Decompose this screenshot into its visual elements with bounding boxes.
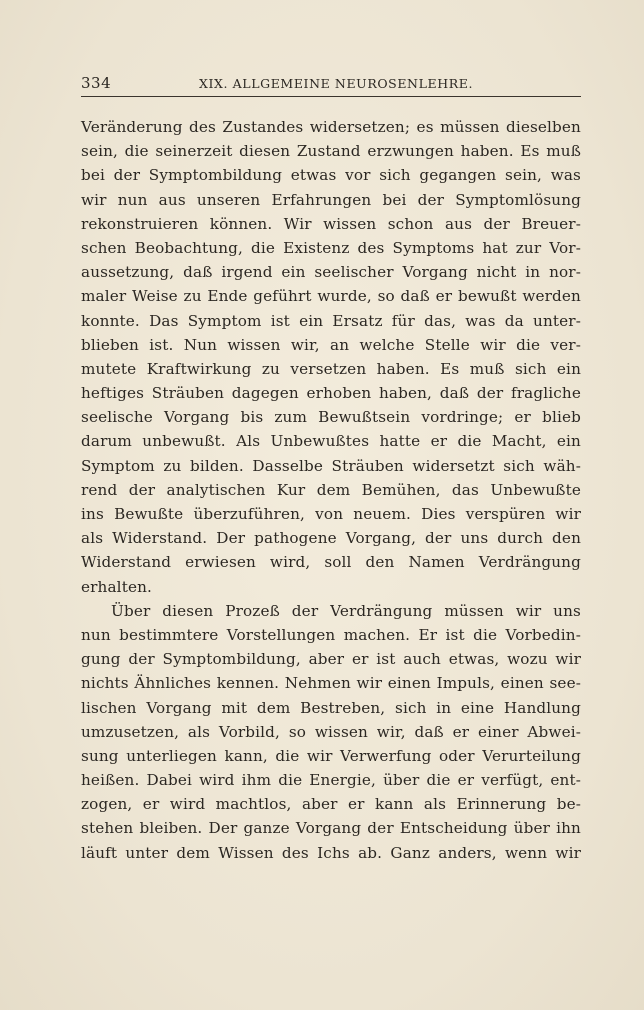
text-line: lischen Vorgang mit dem Bestreben, sich in eine Handlung [81,698,581,717]
text-line: seelische Vorgang bis zum Bewußtsein vordringe; er blieb [81,408,581,427]
text-line: nun bestimmtere Vorstellungen machen. Er ist die Vorbedin- [81,625,581,644]
text-line: blieben ist. Nun wissen wir, an welche Stelle wir die ver- [81,335,581,354]
text-line: sein, die seinerzeit diesen Zustand erzwungen haben. Es muß [81,142,581,161]
text-line: Widerstand erwiesen wird, soll den Namen Verdrängung [81,553,581,572]
text-line: aussetzung, daß irgend ein seelischer Vorgang nicht in nor- [81,263,581,282]
running-title: XIX. ALLGEMEINE NEUROSENLEHRE. [199,76,474,91]
text-line: schen Beobachtung, die Existenz des Symptoms hat zur Vor- [81,238,581,257]
text-line: Veränderung des Zustandes widersetzen; es müssen dieselben [81,118,581,136]
text-line: ins Bewußte überzuführen, von neuem. Dies verspüren wir [81,505,581,523]
page-header [81,74,580,96]
paragraph-end-line: erhalten. [81,577,152,596]
text-line: nichts Ähnliches kennen. Nehmen wir einen Impuls, einen see- [81,674,581,693]
body-text [81,115,581,865]
text-line: gung der Symptombildung, aber er ist auch etwas, wozu wir [81,650,581,669]
text-line: rekonstruieren können. Wir wissen schon aus der Breuer- [81,214,581,233]
text-line: rend der analytischen Kur dem Bemühen, das Unbewußte [81,480,581,499]
text-line: sung unterliegen kann, die wir Verwerfung oder Verurteilung [81,746,581,765]
paragraph-start-line: Über diesen Prozeß der Verdrängung müssen wir uns [111,601,581,620]
text-line: wir nun aus unseren Erfahrungen bei der Symptomlösung [81,190,581,209]
text-line: Symptom zu bilden. Dasselbe Sträuben widersetzt sich wäh- [81,456,581,475]
page-number: 334 [81,74,112,92]
text-line: stehen bleiben. Der ganze Vorgang der Entscheidung über ihn [81,819,581,838]
text-line: maler Weise zu Ende geführt wurde, so daß er bewußt werden [81,287,581,306]
header-rule [81,96,581,97]
text-line: mutete Kraftwirkung zu versetzen haben. Es muß sich ein [81,359,581,378]
text-line: heißen. Dabei wird ihm die Energie, über die er verfügt, ent- [81,771,581,790]
text-line: umzusetzen, als Vorbild, so wissen wir, daß er einer Abwei- [81,722,581,741]
text-line: zogen, er wird machtlos, aber er kann als Erinnerung be- [81,795,581,814]
text-line: heftiges Sträuben dagegen erhoben haben, daß der fragliche [81,384,581,403]
text-line: konnte. Das Symptom ist ein Ersatz für das, was da unter- [81,311,581,330]
text-line: darum unbewußt. Als Unbewußtes hatte er die Macht, ein [81,432,581,451]
text-line: als Widerstand. Der pathogene Vorgang, der uns durch den [81,529,581,548]
text-line: bei der Symptombildung etwas vor sich gegangen sein, was [81,166,581,185]
text-line: läuft unter dem Wissen des Ichs ab. Ganz anders, wenn wir [81,843,581,862]
